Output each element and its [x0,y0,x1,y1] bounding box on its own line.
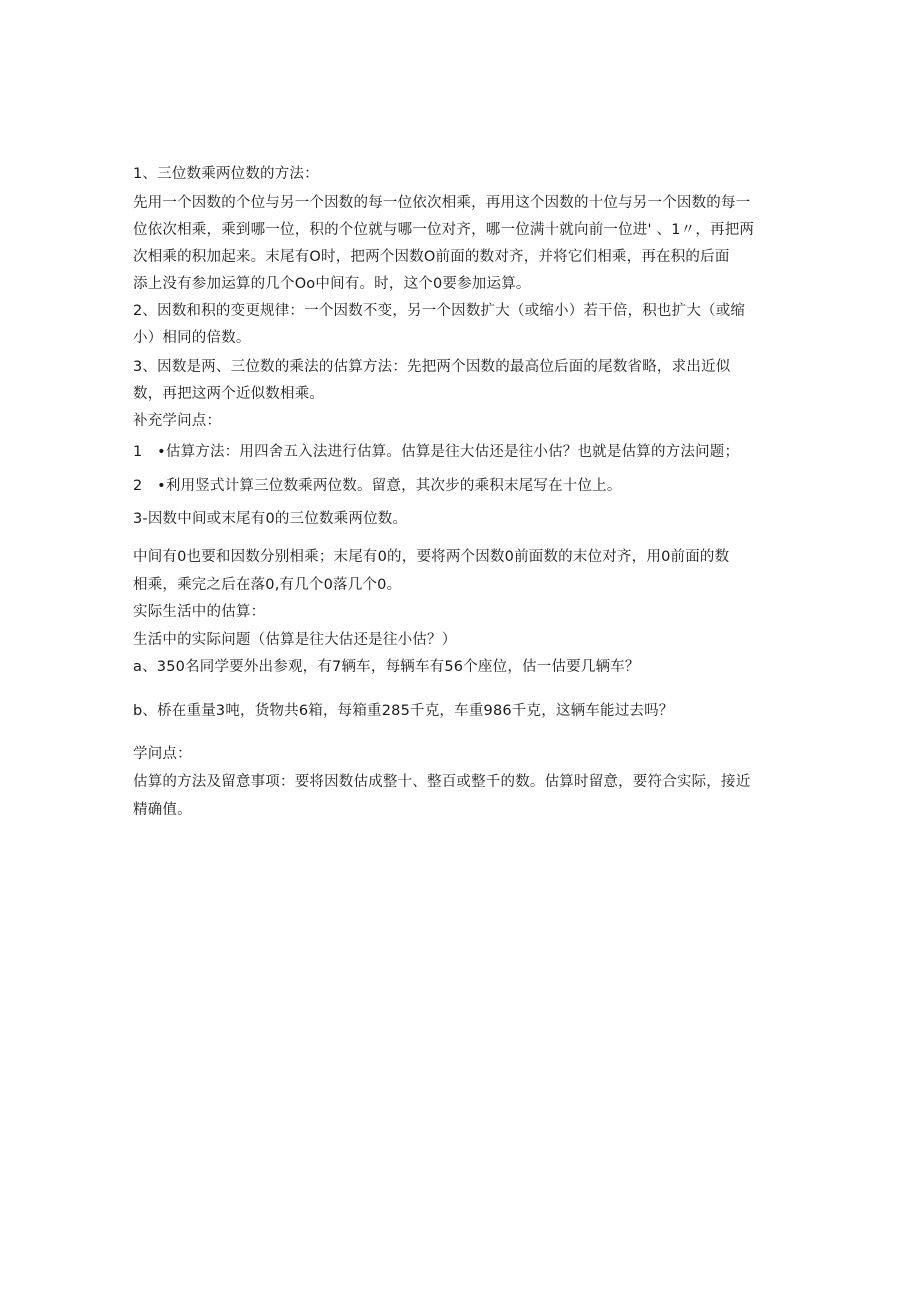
problem-b: b、桥在重量3吨，货物共6箱，每箱重285千克，车重986千克，这辆车能过去吗？ [133,703,674,719]
supplement-item-1: 1 •估算方法：用四舍五入法进行估算。估算是往大估还是往小估？也就是估算的方法问题； [133,444,740,460]
paragraph-line: 添上没有参加运算的几个Oo中间有。时，这个0要参加运算。 [133,276,531,292]
estimation-heading: 实际生活中的估算： [133,604,266,620]
paragraph-line: 位依次相乘，乘到哪一位，积的个位就与哪一位对齐，哪一位满十就向前一位进' 、1〃，再把两 [133,222,755,238]
paragraph-line: 次相乘的积加起来。末尾有O时，把两个因数O前面的数对齐，并将它们相乘，再在积的后面 [133,249,730,265]
supplement-item-2: 2 •利用竖式计算三位数乘两位数。留意，其次步的乘积末尾写在十位上。 [133,478,622,494]
paragraph-line: 相乘，乘完之后在落0,有几个0落几个0。 [133,577,402,593]
supplement-heading: 补充学问点： [133,413,222,429]
paragraph-line: 先用一个因数的个位与另一个因数的每一位依次相乘，再用这个因数的十位与另一个因数的每一 [133,195,751,211]
paragraph-line: 数，再把这两个近似数相乘。 [133,386,325,402]
supplement-item-3: 3-因数中间或末尾有0的三位数乘两位数。 [133,511,408,527]
knowledge-heading: 学问点： [133,746,192,762]
paragraph-line: 中间有0也要和因数分别相乘；末尾有0的，要将两个因数0前面数的末位对齐，用0前面的数 [133,549,730,565]
paragraph-line: 精确值。 [133,802,192,818]
paragraph-line: 小）相同的倍数。 [133,330,251,346]
problem-a: a、350名同学要外出参观，有7辆车，每辆车有56个座位，估一估要几辆车？ [133,659,640,675]
section-3-text: 3、因数是两、三位数的乘法的估算方法：先把两个因数的最高位后面的尾数省略，求出近似 [133,359,731,375]
paragraph-line: 估算的方法及留意事项：要将因数估成整十、整百或整千的数。估算时留意，要符合实际，接近 [133,774,751,790]
section-1-heading: 1、三位数乘两位数的方法： [133,166,319,182]
paragraph-line: 生活中的实际问题（估算是往大估还是往小估？） [133,632,457,648]
section-2-text: 2、因数和积的变更规律：一个因数不变，另一个因数扩大（或缩小）若干倍，积也扩大（或缩 [133,303,746,319]
